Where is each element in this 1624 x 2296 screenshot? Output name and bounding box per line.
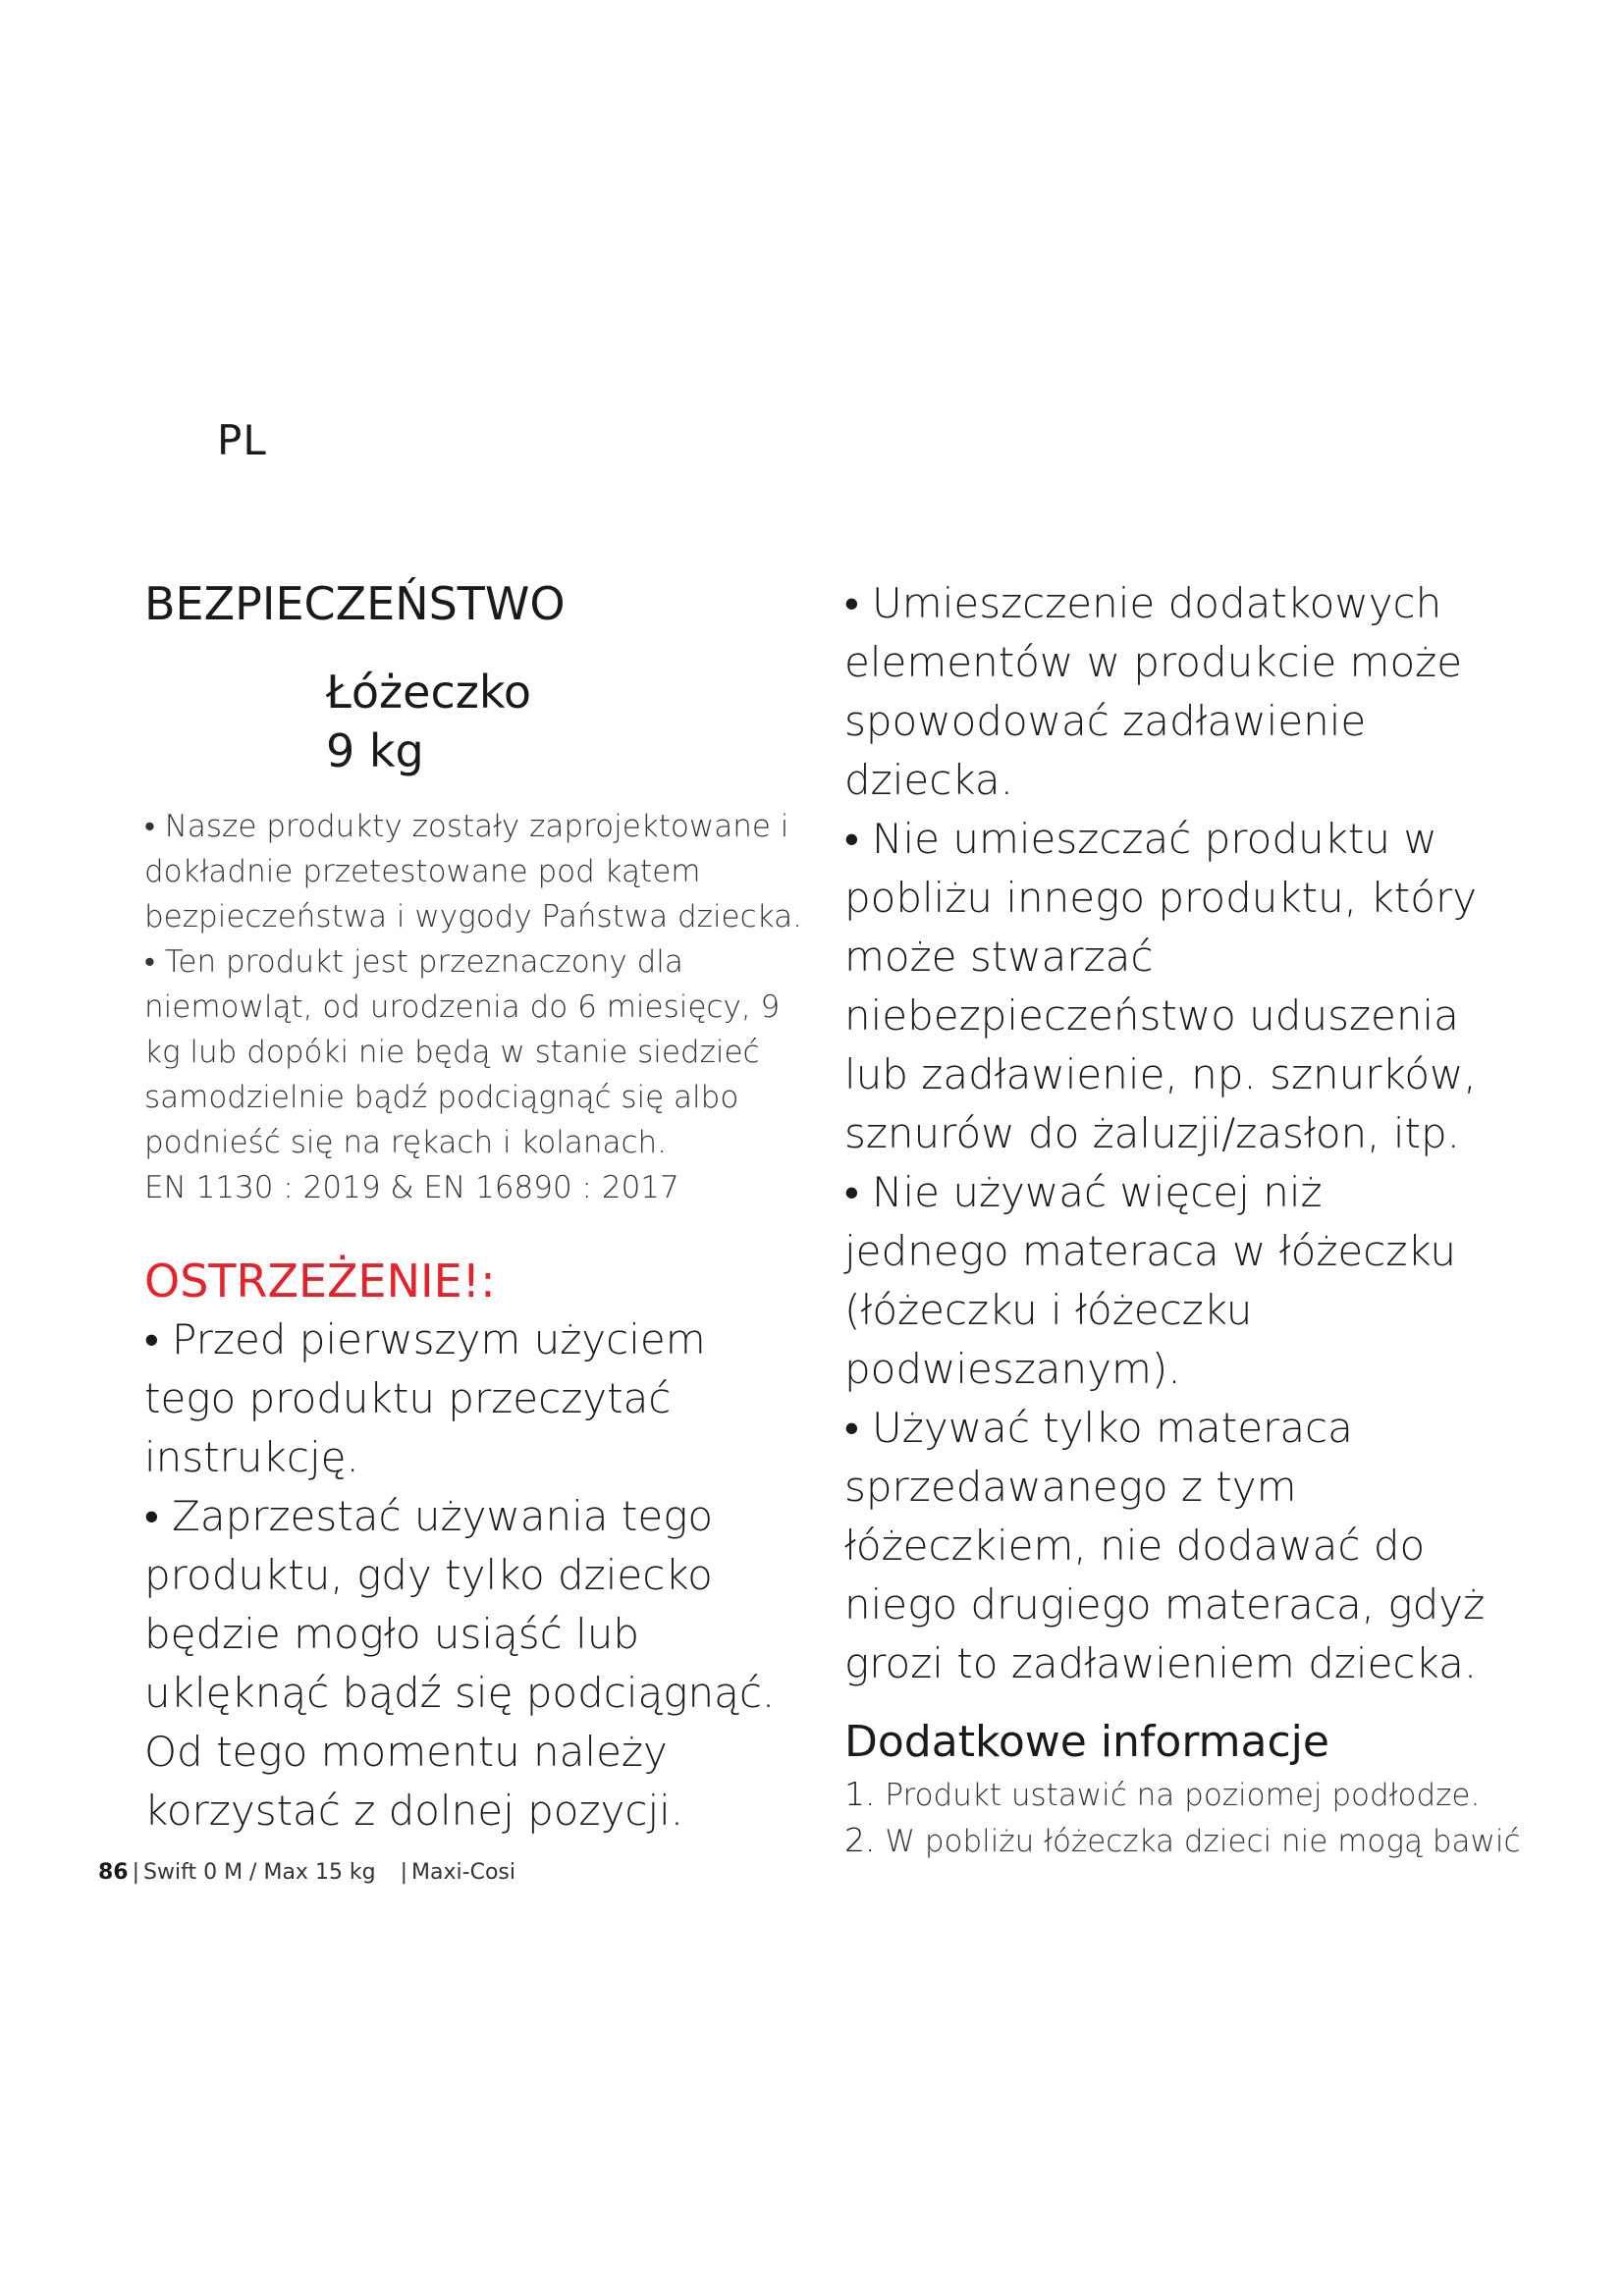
additional-info-title: Dodatkowe informacje [844, 1717, 1329, 1767]
footer-separator: | [400, 1860, 408, 1885]
warning-item: • Używać tylko materaca sprzedawanego z tym łóżeczkiem, nie dodawać do niego drugiego materaca, gdyż grozi to zadławieniem dziecka. [844, 1404, 1486, 1687]
left-column [144, 577, 802, 1841]
list-item-number: 1. [844, 1775, 876, 1813]
product-type: Łóżeczko [326, 666, 532, 720]
product-weight: 9 kg [326, 724, 424, 778]
warning-item: • Nie umieszczać produktu w pobliżu innego produktu, który może stwarzać niebezpieczeństwo uduszenia lub zadławienie, np. sznurków, sznurów do żaluzji/zasłon, itp. [844, 815, 1478, 1157]
page-number: 86 [98, 1860, 129, 1885]
intro-paragraph: • Nasze produkty zostały zaprojektowane i dokładnie przetestowane pod kątem bezpieczeństwa i wygody Państwa dziecka. [144, 809, 802, 935]
list-item [844, 1772, 1492, 1818]
additional-info-list [844, 1772, 1521, 1864]
footer-brand: Maxi-Cosi [411, 1860, 515, 1885]
warnings-right [844, 574, 1492, 1693]
list-item-number: 2. [844, 1821, 876, 1859]
right-column [844, 574, 1521, 1864]
language-code: PL [217, 416, 267, 464]
footer-separator: | [132, 1860, 140, 1885]
standards-line: EN 1130 : 2019 & EN 16890 : 2017 [144, 1170, 679, 1206]
warning-item: • Przed pierwszym użyciem tego produktu przeczytać instrukcję. [144, 1315, 706, 1482]
warning-item: • Zaprzestać używania tego produktu, gdy tylko dziecko będzie mogło usiąść lub uklęknąć bądź się podciągnąć. Od tego momentu należy korzystać z dolnej pozycji. [144, 1492, 776, 1836]
footer-product-name: Swift 0 M / Max 15 kg [143, 1860, 376, 1885]
list-item-text: Produkt ustawić na poziomej podłodze. [885, 1778, 1481, 1813]
product-block [326, 663, 802, 780]
page-footer [98, 1862, 515, 1884]
warning-item: • Nie używać więcej niż jednego materaca w łóżeczku (łóżeczku i łóżeczku podwieszanym). [844, 1168, 1457, 1393]
safety-heading: BEZPIECZEŃSTWO [144, 577, 566, 630]
warning-title: OSTRZEŻENIE!: [144, 1255, 496, 1308]
list-item-text: W pobliżu łóżeczka dzieci nie mogą bawić [885, 1824, 1521, 1859]
intro-text [144, 804, 802, 1210]
list-item [844, 1818, 1521, 1864]
warning-item: • Umieszczenie dodatkowych elementów w produkcie może spowodować zadławienie dziecka. [844, 579, 1463, 804]
intro-paragraph: • Ten produkt jest przeznaczony dla niemowląt, od urodzenia do 6 miesięcy, 9 kg lub dopóki nie będą w stanie siedzieć samodzielnie bądź podciągnąć się albo podnieść się na rękach i kolanach. [144, 944, 781, 1161]
warnings-left [144, 1310, 802, 1841]
